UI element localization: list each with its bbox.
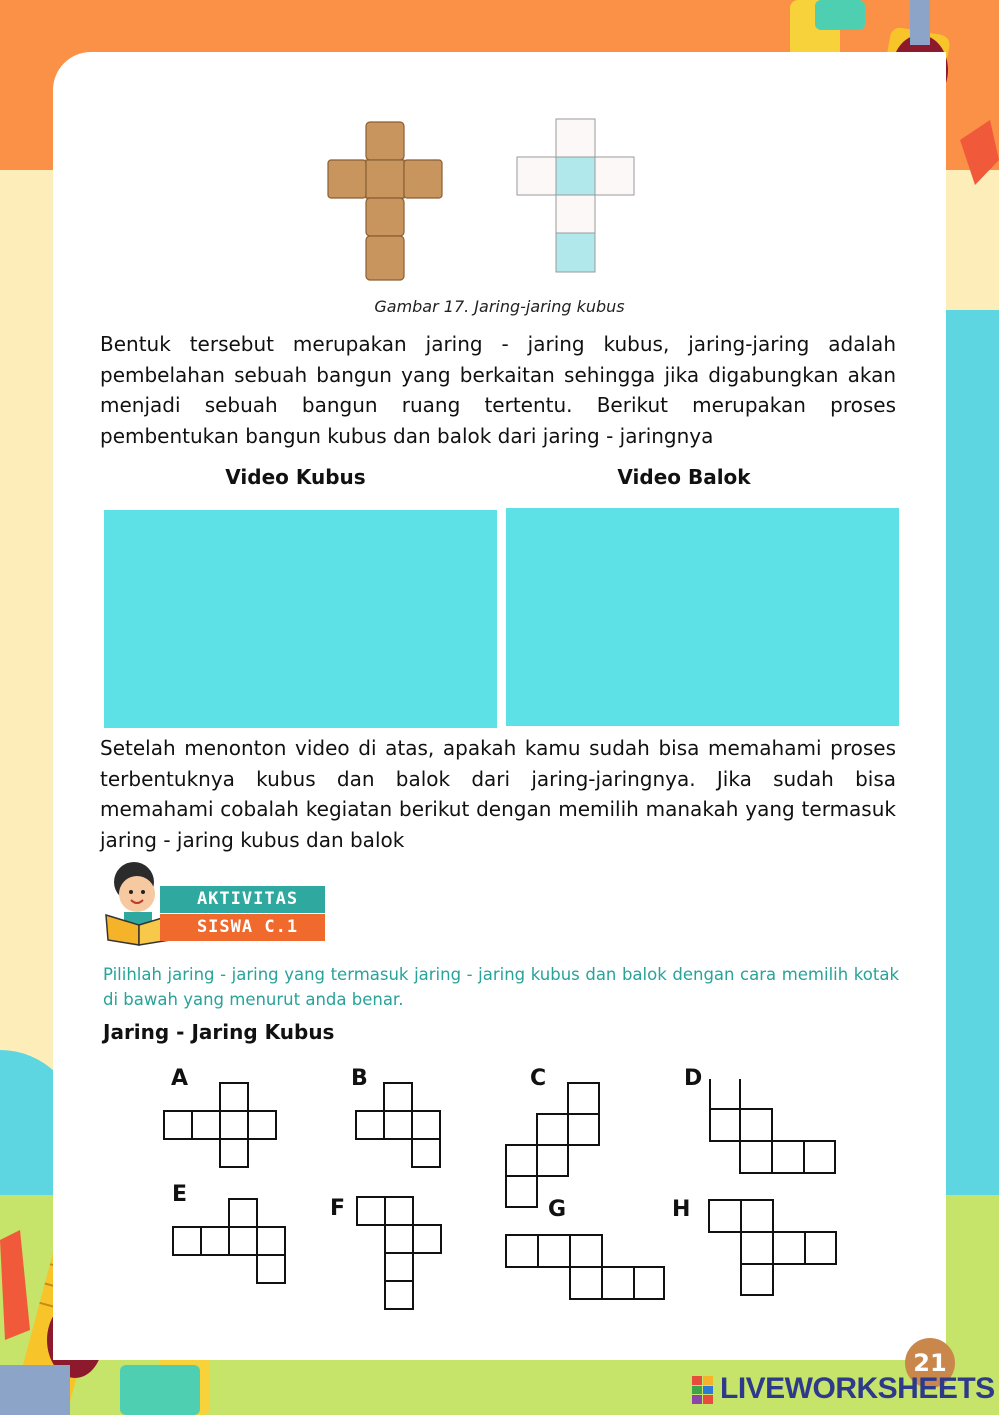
net-e[interactable]: [171, 1197, 289, 1287]
activity-subtitle: SISWA C.1: [196, 917, 299, 937]
brand-name[interactable]: LIVEWORKSHEETS: [720, 1372, 995, 1405]
net-d[interactable]: [706, 1077, 838, 1175]
cardboard-cube-net-image: [326, 120, 448, 285]
video-balok-player[interactable]: [506, 508, 899, 726]
net-label-f: F: [330, 1196, 346, 1221]
instruction-text: Pilihlah jaring - jaring yang termasuk jaring - jaring kubus dan balok dengan cara memilih kotak di bawah yang menurut anda benar.: [103, 965, 899, 1009]
section-title: Jaring - Jaring Kubus: [103, 1020, 335, 1044]
video-label-balok: Video Balok: [617, 465, 751, 489]
net-label-h: H: [672, 1197, 691, 1222]
net-label-g: G: [548, 1197, 567, 1222]
net-h[interactable]: [707, 1198, 839, 1298]
net-f[interactable]: [355, 1195, 445, 1313]
net-label-b: B: [351, 1066, 368, 1091]
video-label-kubus: Video Kubus: [225, 465, 366, 489]
net-a[interactable]: [162, 1081, 280, 1171]
net-label-c: C: [530, 1066, 547, 1091]
intro-paragraph: Bentuk tersebut merupakan jaring - jaring kubus, jaring-jaring adalah pembelahan sebuah bangun yang berkaitan sehingga jika digabungkan akan menjadi sebuah bangun ruang tertentu. Berikut merupakan proses pembentukan bangun kubus dan balok dari jaring - jaringnya: [100, 332, 896, 448]
net-b[interactable]: [354, 1081, 446, 1171]
net-g[interactable]: [504, 1233, 666, 1301]
video-kubus-player[interactable]: [104, 510, 497, 728]
followup-paragraph: Setelah menonton video di atas, apakah kamu sudah bisa memahami proses terbentuknya kubus dan balok dari jaring-jaringnya. Jika sudah bisa memahami cobalah kegiatan berikut dengan memilih manakah yang termasuk jaring - jaring kubus dan balok: [100, 736, 896, 852]
page-number: 21: [905, 1338, 955, 1388]
activity-title: AKTIVITAS: [196, 889, 299, 909]
net-label-a: A: [171, 1066, 189, 1091]
net-label-e: E: [172, 1182, 188, 1207]
figure-caption: Gambar 17. Jaring-jaring kubus: [374, 297, 625, 316]
net-label-d: D: [684, 1066, 703, 1091]
liveworksheets-logo-icon: [692, 1376, 714, 1404]
net-c[interactable]: [504, 1081, 604, 1209]
colored-cube-net-image: [516, 118, 636, 276]
